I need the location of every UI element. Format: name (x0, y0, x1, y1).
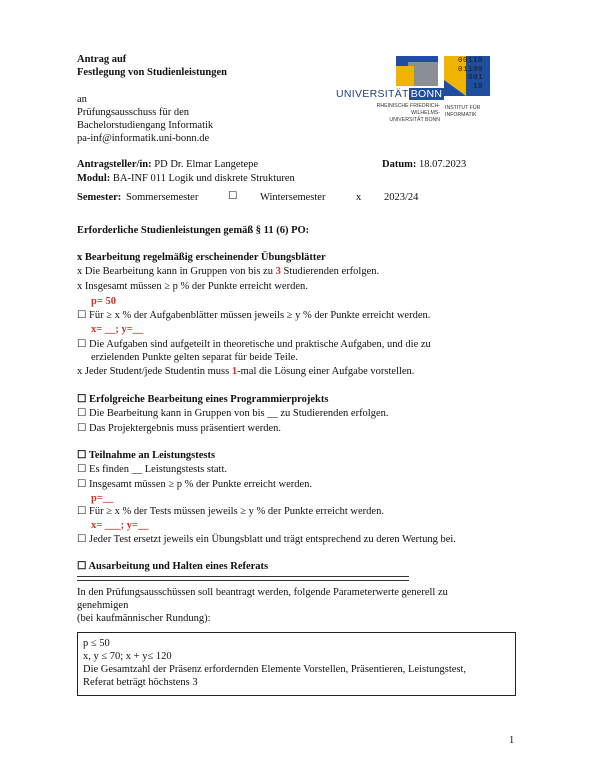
uebung-item-4-cont: erzielenden Punkte gelten separat für beide Teile. (91, 352, 298, 363)
applicant-label: Antragsteller/in: (77, 159, 152, 170)
tests-item-2-checkbox[interactable]: ☐ (77, 479, 87, 490)
uebung-item-1-checkbox[interactable]: x (77, 266, 83, 277)
section-heading: Erforderliche Studienleistungen gemäß § 11 (6) PO: (77, 225, 310, 236)
university-name-text: UNIVERSITÄT (336, 88, 409, 100)
winter-checkbox[interactable]: x (356, 192, 362, 203)
tests-item-2 (77, 478, 312, 492)
tests-item-3-text: Für ≥ x % der Tests müssen jeweils ≥ y % der Punkte erreicht werden. (89, 506, 384, 517)
tests-heading-text: Teilnahme an Leistungstests (88, 450, 216, 461)
modul-row (77, 172, 295, 186)
university-name (336, 87, 444, 101)
institute-logo (444, 56, 490, 136)
addr-an: an (77, 94, 87, 105)
box-line-3: Die Gesamtzahl der Präsenz erfordernden Elemente Vorstellen, Präsentieren, Leistungstest, (83, 664, 467, 675)
box-line-4: Referat beträgt höchstens 3 (83, 677, 198, 688)
tests-item-1-checkbox[interactable]: ☐ (77, 464, 87, 475)
modul-label: Modul: (77, 173, 111, 184)
institute-subtitle: INSTITUT FÜR INFORMATIK (445, 105, 481, 118)
projekt-heading (77, 393, 328, 407)
semester-winter: Wintersemester (260, 192, 326, 203)
uebung-heading (77, 251, 326, 265)
projekt-item-1 (77, 407, 389, 421)
footer-text-1: In den Prüfungsausschüssen soll beantragt werden, folgende Parameterwerte generell zu (77, 587, 448, 598)
university-logo (336, 56, 443, 136)
semester-sommer: Sommersemester (126, 192, 199, 203)
uebung-p-value: p= 50 (91, 296, 116, 307)
uebung-item-4-checkbox[interactable]: ☐ (77, 339, 87, 350)
university-name-bonn: BONN (410, 88, 443, 100)
semester-label: Semester: (77, 192, 122, 203)
binary-digits: 00110 01100 001 10 (458, 57, 484, 91)
uebung-item-2-checkbox[interactable]: x (77, 281, 83, 292)
uebung-item-5 (77, 365, 414, 379)
addr-email: pa-inf@informatik.uni-bonn.de (77, 133, 210, 144)
box-line-1: p ≤ 50 (83, 638, 110, 649)
modul-value: BA-INF 011 Logik und diskrete Strukturen (112, 173, 295, 184)
footer-text-3: (bei kaufmännischer Rundung): (77, 613, 211, 624)
page-number: 1 (509, 735, 515, 746)
date-row (382, 158, 466, 172)
uebung-item-1 (77, 265, 379, 279)
title-line-1: Antrag auf (77, 54, 127, 65)
uebung-item-1-text-b: Studierenden erfolgen. (283, 266, 380, 277)
date-value: 18.07.2023 (419, 159, 467, 170)
tests-item-2-text: Insgesamt müssen ≥ p % der Punkte erreicht werden. (89, 479, 313, 490)
referat-heading-text: Ausarbeitung und Halten eines Referats (88, 561, 269, 572)
uebung-item-3-text: Für ≥ x % der Aufgabenblätter müssen jeweils ≥ y % der Punkte erreicht werden. (89, 310, 431, 321)
tests-item-1-text: Es finden __ Leistungstests statt. (89, 464, 227, 475)
tests-item-3 (77, 505, 384, 519)
institute-mark-icon (444, 56, 490, 96)
sommer-checkbox[interactable]: ☐ (228, 191, 238, 202)
projekt-item-2 (77, 422, 281, 436)
addr-line-2: Bachelorstudiengang Informatik (77, 120, 214, 131)
uebung-item-2 (77, 280, 308, 294)
uebung-item-1-text-a: Die Bearbeitung kann in Gruppen von bis zu (84, 266, 273, 277)
university-subtitle: RHEINISCHE FRIEDRICH-WILHELMS- UNIVERSITÄT BONN (376, 103, 440, 123)
title-line-2: Festlegung von Studienleistungen (77, 67, 227, 78)
university-mark-icon (396, 56, 438, 86)
projekt-heading-text: Erfolgreiche Bearbeitung eines Programmierprojekts (89, 394, 329, 405)
projekt-item-1-checkbox[interactable]: ☐ (77, 408, 87, 419)
applicant-row (77, 158, 258, 172)
referat-checkbox[interactable]: ☐ (77, 561, 87, 572)
box-line-2: x, y ≤ 70; x + y≤ 120 (83, 651, 172, 662)
uebung-item-5-checkbox[interactable]: x (77, 366, 83, 377)
projekt-item-1-text: Die Bearbeitung kann in Gruppen von bis __ zu Studierenden erfolgen. (89, 408, 389, 419)
uebung-group-size: 3 (275, 266, 281, 277)
uebung-item-2-text: Insgesamt müssen ≥ p % der Punkte erreicht werden. (84, 281, 308, 292)
projekt-item-2-text: Das Projektergebnis muss präsentiert werden. (89, 423, 282, 434)
tests-item-4-text: Jeder Test ersetzt jeweils ein Übungsblatt und trägt entsprechend zu deren Wertung bei. (89, 534, 456, 545)
uebung-item-4-text-a: Die Aufgaben sind aufgeteilt in theoretische und praktische Aufgaben, und die zu (89, 339, 431, 350)
uebung-item-3-checkbox[interactable]: ☐ (77, 310, 87, 321)
tests-checkbox[interactable]: ☐ (77, 450, 87, 461)
footer-text-2: genehmigen (77, 600, 129, 611)
uebung-xy-value: x= __; y=__ (91, 324, 144, 335)
date-label: Datum: (382, 159, 417, 170)
tests-xy-value: x= ___; y=__ (91, 520, 149, 531)
uebung-item-5-text-b: -mal die Lösung einer Aufgabe vorstellen. (237, 366, 415, 377)
uebung-item-5-text-a: Jeder Student/jede Studentin muss (84, 366, 230, 377)
double-rule-divider (77, 576, 409, 581)
applicant-value: PD Dr. Elmar Langetepe (154, 159, 259, 170)
tests-item-4 (77, 533, 456, 547)
tests-p-value: p=__ (91, 493, 114, 504)
projekt-item-2-checkbox[interactable]: ☐ (77, 423, 87, 434)
tests-item-1 (77, 463, 227, 477)
projekt-checkbox[interactable]: ☐ (77, 394, 87, 405)
uebung-presentations-count: 1 (231, 366, 238, 377)
tests-item-3-checkbox[interactable]: ☐ (77, 506, 87, 517)
uebung-item-4 (77, 338, 431, 352)
uebung-checkbox[interactable]: x (77, 252, 83, 263)
uebung-item-3 (77, 309, 430, 323)
tests-item-4-checkbox[interactable]: ☐ (77, 534, 87, 545)
tests-heading (77, 449, 215, 463)
parameter-box (77, 632, 516, 696)
semester-year: 2023/24 (384, 192, 419, 203)
referat-heading (77, 560, 268, 574)
uebung-heading-text: Bearbeitung regelmäßig erscheinender Übungsblätter (84, 252, 326, 263)
addr-line-1: Prüfungsausschuss für den (77, 107, 189, 118)
